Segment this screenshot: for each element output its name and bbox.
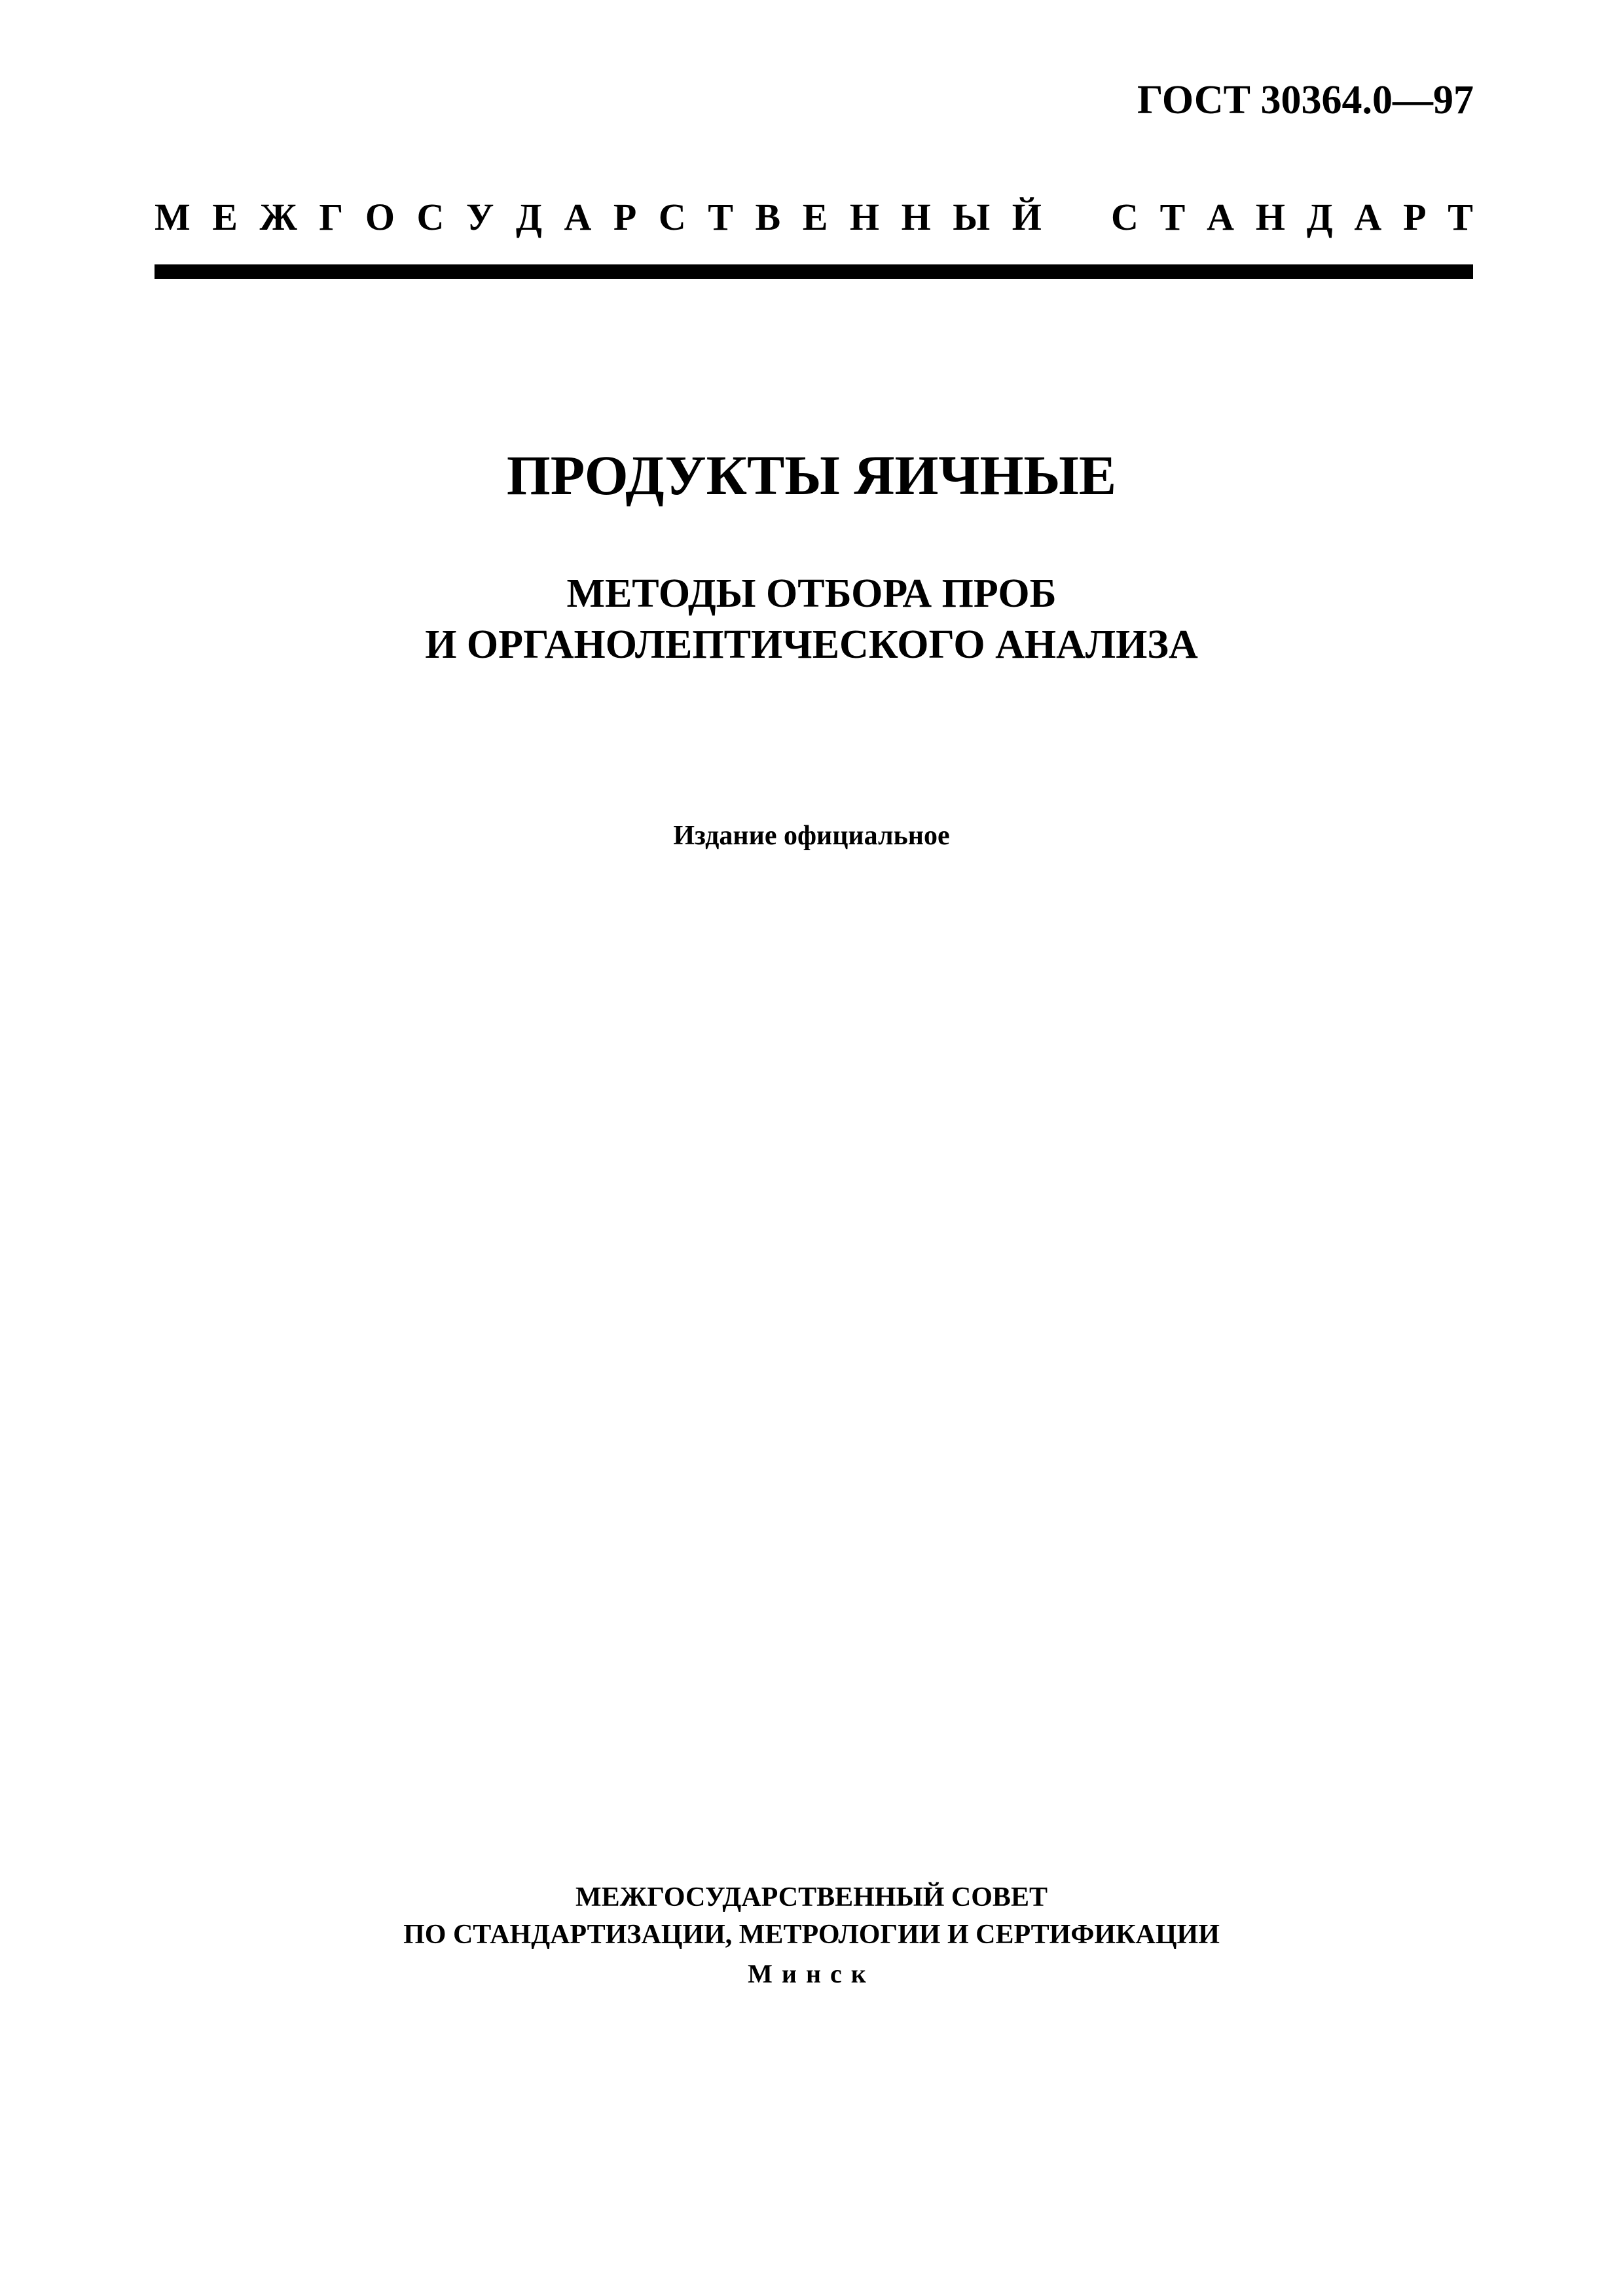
header-rule	[155, 264, 1473, 279]
heading-letter: А	[1354, 196, 1382, 238]
heading-letter: А	[1207, 196, 1235, 238]
heading-letter: Н	[901, 196, 931, 238]
heading-letter: С	[1111, 196, 1139, 238]
heading-letter: Е	[212, 196, 238, 238]
heading-letter: Н	[1255, 196, 1285, 238]
heading-letter: О	[365, 196, 395, 238]
document-subtitle-line-2: И ОРГАНОЛЕПТИЧЕСКОГО АНАЛИЗА	[425, 622, 1198, 667]
heading-letter: Ы	[953, 196, 991, 238]
heading-letter: Г	[319, 196, 344, 238]
heading-letter: Р	[1403, 196, 1427, 238]
heading-letter: Д	[1306, 196, 1333, 238]
publisher-line-1: МЕЖГОСУДАРСТВЕННЫЙ СОВЕТ	[575, 1882, 1048, 1912]
heading-letter: В	[755, 196, 781, 238]
standard-type-heading	[155, 195, 1473, 239]
edition-note: Издание официальное	[673, 821, 950, 851]
heading-letter: А	[564, 196, 592, 238]
standard-type-word-interstate	[155, 195, 1042, 239]
publisher-city: Минск	[748, 1959, 875, 1988]
standard-type-word-standard	[1111, 195, 1473, 239]
heading-letter: Ж	[259, 196, 297, 238]
heading-letter: Т	[1448, 196, 1473, 238]
heading-letter: Т	[1159, 196, 1186, 238]
heading-letter: Й	[1012, 196, 1042, 238]
publisher-line-2: ПО СТАНДАРТИЗАЦИИ, МЕТРОЛОГИИ И СЕРТИФИКАЦИИ	[403, 1920, 1220, 1950]
document-subtitle-line-1: МЕТОДЫ ОТБОРА ПРОБ	[566, 571, 1057, 616]
heading-letter: У	[465, 196, 494, 238]
document-title: ПРОДУКТЫ ЯИЧНЫЕ	[506, 444, 1117, 507]
heading-letter: Е	[802, 196, 828, 238]
heading-letter: С	[658, 196, 686, 238]
heading-letter: Р	[613, 196, 637, 238]
heading-letter: Н	[849, 196, 880, 238]
heading-letter: Т	[708, 196, 733, 238]
standard-number: ГОСТ 30364.0—97	[1137, 78, 1474, 122]
heading-letter: М	[155, 196, 191, 238]
heading-letter: Д	[516, 196, 542, 238]
heading-letter: С	[416, 196, 445, 238]
